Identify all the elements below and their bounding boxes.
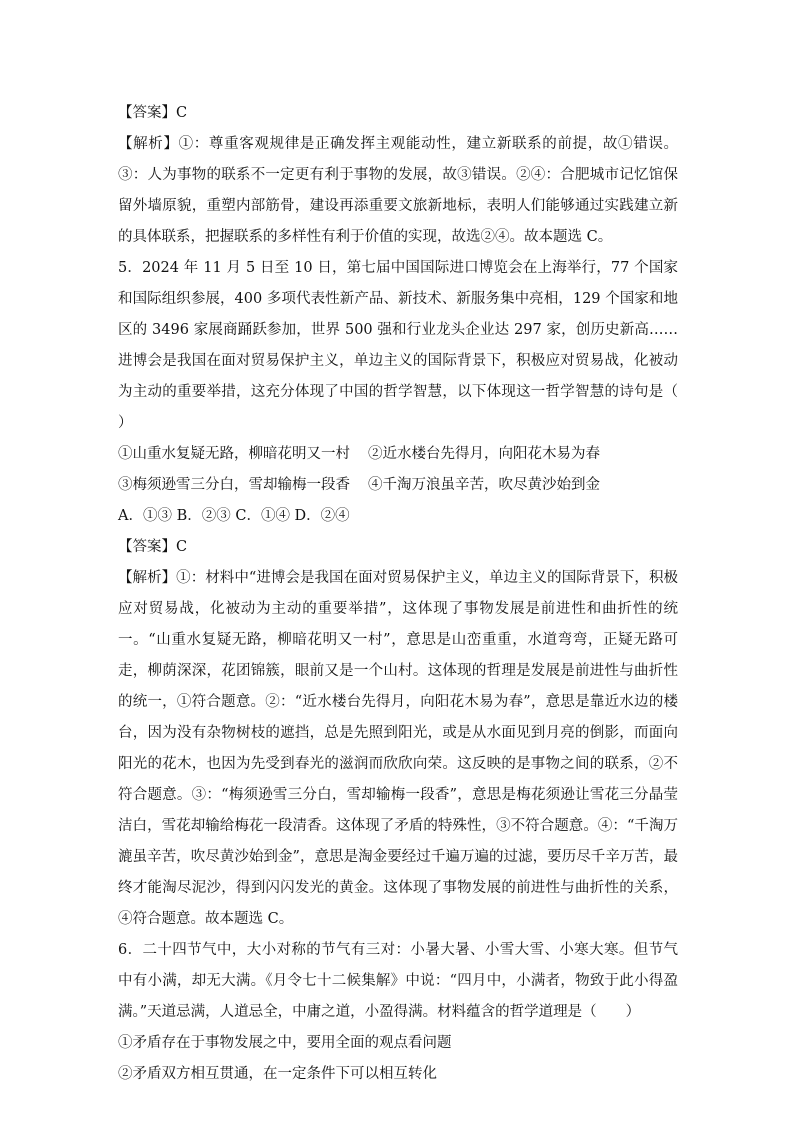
q5-options-row-1: [118, 439, 678, 470]
document-page: [118, 98, 707, 1090]
answer-value: C: [176, 105, 188, 121]
analysis-text: ①：材料中“进博会是我国在面对贸易保护主义，单边主义的国际背景下，积极应对贸易战，化被动为主动的重要举措”，这体现了事物发展是前进性和曲折性的统一。“山重水复疑无路，柳暗花明又一村”，意思是山峦重重，水道弯弯，正疑无路可走，柳荫深深，花团锦簇，眼前又是一个山村。这体现的哲理是发展是前进性与曲折性的统一，①符合题意。②：“近水楼台先得月，向阳花木易为春”，意思是靠近水边的楼台，因为没有杂物树枝的遮挡，总是先照到阳光，或是从水面见到月亮的倒影，而面向阳光的花木，也因为先受到春光的滋润而欣欣向荣。这反映的是事物之间的联系，②不符合题意。③：“梅须逊雪三分白，雪却输梅一段香”，意思是梅花须逊让雪花三分晶莹洁白，雪花却输给梅花一段清香。这体现了矛盾的特殊性，③不符合题意。④：“千淘万漉虽辛苦，吹尽黄沙始到金”，意思是淘金要经过千遍万遍的过滤，要历尽千辛万苦，最终才能淘尽泥沙，得到闪闪发光的黄金。这体现了事物发展的前进性与曲折性的关系，④符合题意。故本题选 C。: [118, 570, 678, 927]
analysis-text: ①：尊重客观规律是正确发挥主观能动性，建立新联系的前提，故①错误。③：人为事物的联系不一定更有利于事物的发展，故③错误。②④：合肥城市记忆馆保留外墙原貌，重塑内部筋骨，建设再添重要文旅新地标，表明人们能够通过实践建立新的具体联系，把握联系的多样性有利于价值的实现，故选②④。故本题选 C。: [118, 136, 679, 245]
analysis-label: 【解析】: [118, 136, 179, 152]
answer-label: 【答案】: [118, 105, 176, 121]
q6-option-1: ①矛盾存在于事物发展之中，要用全面的观点看问题: [118, 1035, 452, 1051]
option-2: ②近水楼台先得月，向阳花木易为春: [368, 446, 600, 462]
answer-label: 【答案】: [118, 539, 176, 555]
q5-options-row-2: [118, 470, 678, 501]
q4-answer: [118, 98, 678, 129]
q5-analysis: [118, 563, 678, 935]
analysis-label: 【解析】: [118, 570, 177, 586]
option-1: ①山重水复疑无路，柳暗花明又一村: [118, 446, 350, 462]
answer-value: C: [176, 539, 188, 555]
option-3: ③梅须逊雪三分白，雪却输梅一段香: [118, 477, 350, 493]
option-4: ④千淘万浪虽辛苦，吹尽黄沙始到金: [368, 477, 600, 493]
q6-stem: 6．二十四节气中，大小对称的节气有三对：小暑大暑、小雪大雪、小寒大寒。但节气中有小满，却无大满。《月令七十二候集解》中说：“四月中，小满者，物致于此小得盈满。”天道忌满，人道忌全，中庸之道，小盈得满。材料蕴含的哲学道理是（ ）: [118, 942, 678, 1020]
q5-answer: [118, 532, 678, 563]
q5-stem: 5．2024 年 11 月 5 日至 10 日，第七届中国国际进口博览会在上海举行，77 个国家和国际组织参展，400 多项代表性新产品、新技术、新服务集中亮相，129 个国家和地区的 3496 家展商踊跃参加，世界 500 强和行业龙头企业达 297 家，创历史新高……进博会是我国在面对贸易保护主义，单边主义的国际背景下，积极应对贸易战，化被动为主动的重要举措，这充分体现了中国的哲学智慧，以下体现这一哲学智慧的诗句是（ ）: [118, 260, 707, 431]
q6-option-2: ②矛盾双方相互贯通，在一定条件下可以相互转化: [118, 1066, 437, 1082]
q5-choices: A．①③ B．②③ C．①④ D．②④: [118, 508, 350, 524]
q4-analysis: [118, 129, 678, 253]
